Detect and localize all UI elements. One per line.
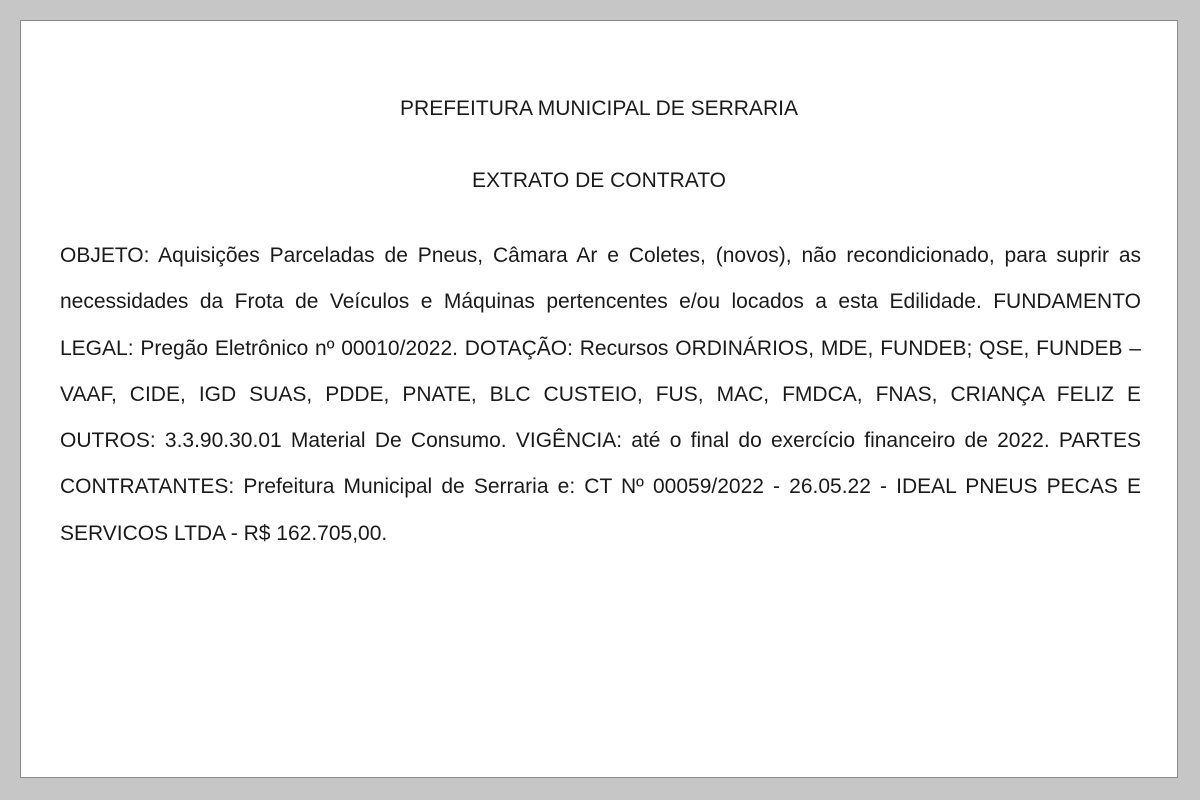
contract-extract-body: OBJETO: Aquisições Parceladas de Pneus, Câmara Ar e Coletes, (novos), não recondicionado, para suprir as necessidades da Frota de Veículos e Máquinas pertencentes e/ou locados a esta Edilidade. FUNDAMENTO LEGAL: Pregão Eletrônico nº 00010/2022. DOTAÇÃO: Recursos ORDINÁRIOS, MDE, FUNDEB; QSE, FUNDEB – VAAF, CIDE, IGD SUAS, PDDE, PNATE, BLC CUSTEIO, FUS, MAC, FMDCA, FNAS, CRIANÇA FELIZ E OUTROS: 3.3.90.30.01 Material De Consumo. VIGÊNCIA: até o final do exercício financeiro de 2022. PARTES CONTRATANTES: Prefeitura Municipal de Serraria e: CT Nº 00059/2022 - 26.05.22 - IDEAL PNEUS PECAS E SERVICOS LTDA - R$ 162.705,00. (60, 244, 1141, 545)
document-subtitle: EXTRATO DE CONTRATO (472, 169, 726, 192)
document-page (20, 20, 1178, 778)
page-title: PREFEITURA MUNICIPAL DE SERRARIA (400, 97, 798, 120)
